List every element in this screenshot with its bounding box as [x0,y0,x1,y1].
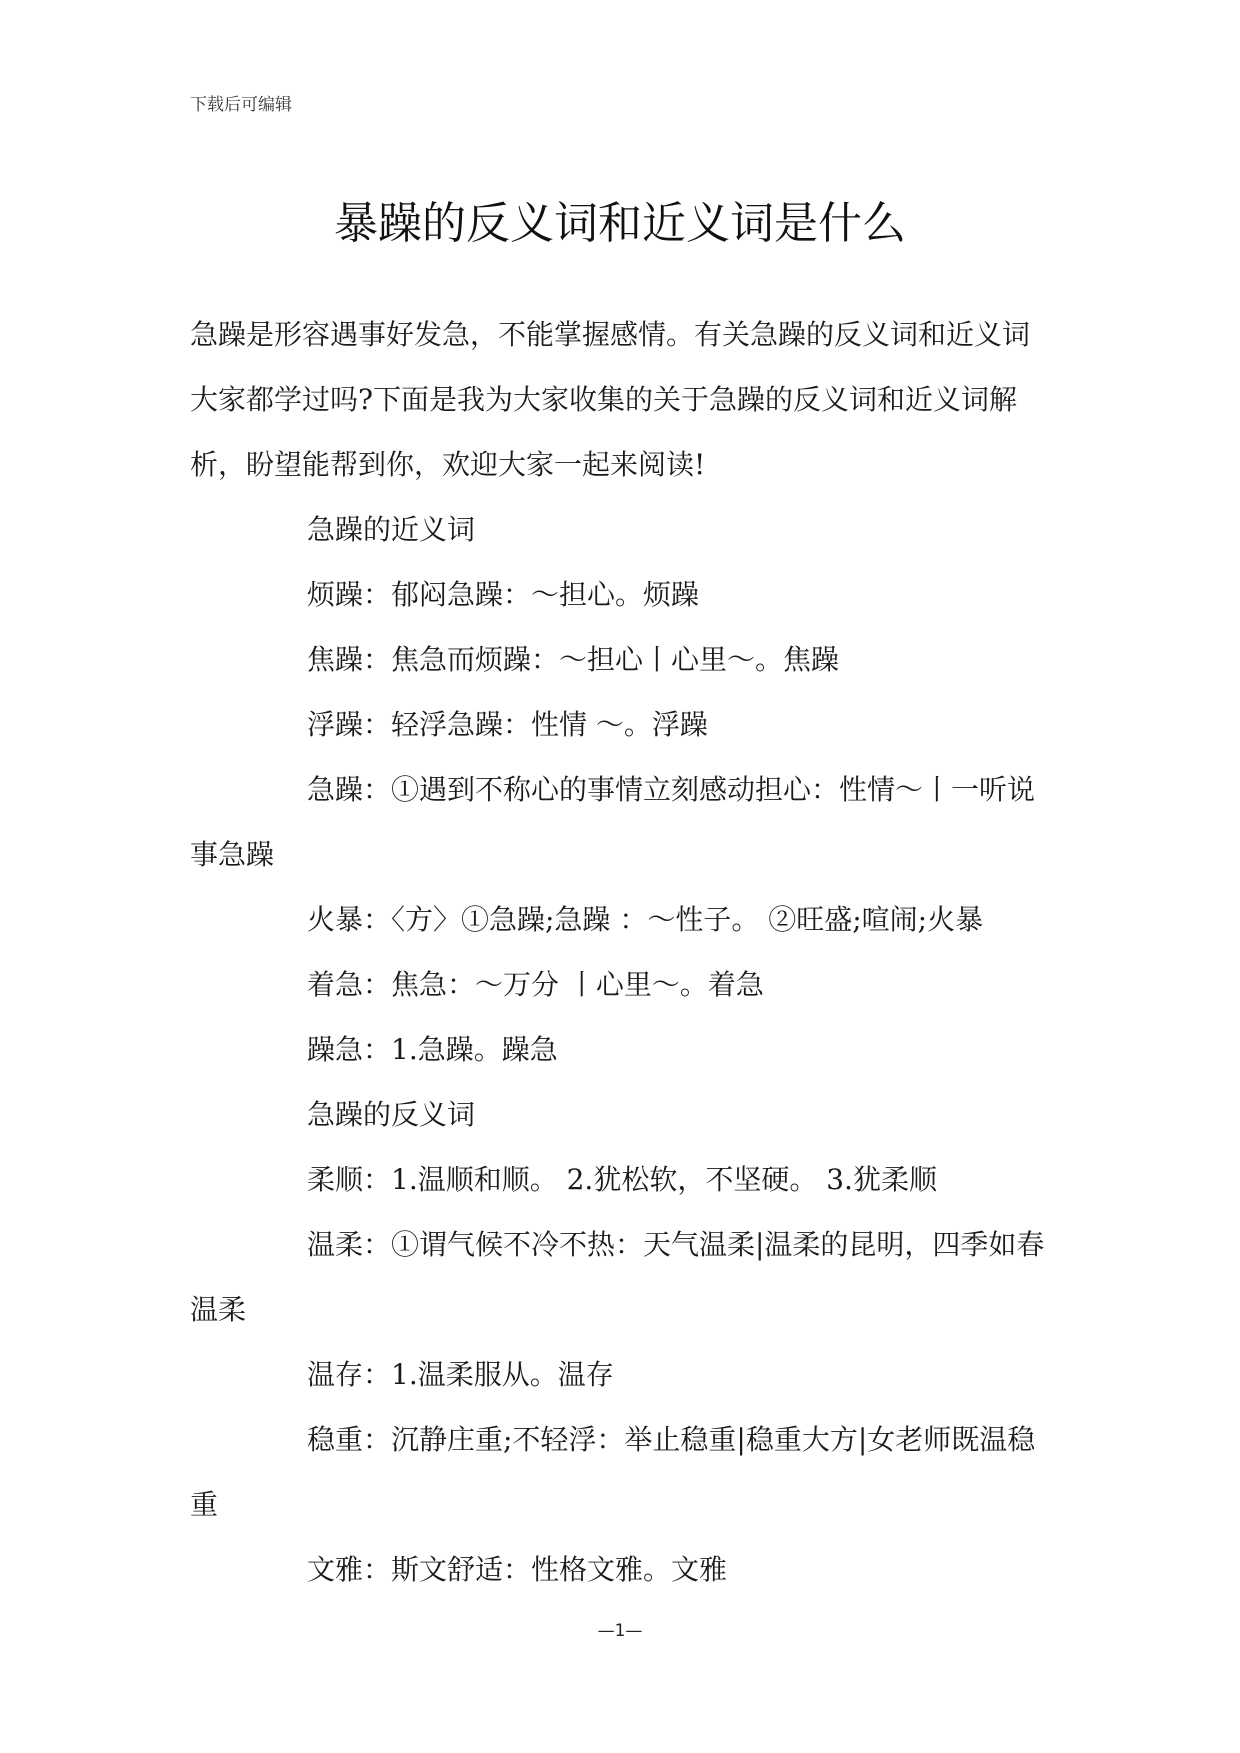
section-heading-synonyms: 急躁的近义词 [307,513,476,546]
entry-fuzao: 浮躁：轻浮急躁：性情 ～。浮躁 [307,708,708,741]
entry-jiaozao: 焦躁：焦急而烦躁：～担心丨心里～。焦躁 [307,643,840,676]
entry-wenya: 文雅：斯文舒适：性格文雅。文雅 [307,1553,728,1586]
entry-roushun: 柔顺：1.温顺和顺。 2.犹松软，不坚硬。 3.犹柔顺 [307,1163,937,1196]
entry-zhaoji: 着急：焦急：～万分 丨心里～。着急 [307,968,764,1001]
intro-paragraph: 急躁是形容遇事好发急，不能掌握感情。有关急躁的反义词和近义词大家都学过吗?下面是我为大家收集的关于急躁的反义词和近义词解析，盼望能帮到你，欢迎大家一起来阅读! [190,318,1031,481]
document-title: 暴躁的反义词和近义词是什么 [334,198,906,249]
header-note: 下载后可编辑 [190,95,292,115]
entry-wencun: 温存：1.温柔服从。温存 [307,1358,614,1391]
entry-jizao: 急躁：①遇到不称心的事情立刻感动担心：性情～丨一听说事急躁 [190,773,1036,871]
entry-wenrou: 温柔：①谓气候不冷不热：天气温柔|温柔的昆明，四季如春温柔 [190,1228,1045,1326]
entry-fanzao: 烦躁：郁闷急躁：～担心。烦躁 [307,578,700,611]
entry-zaoji: 躁急：1.急躁。躁急 [307,1033,558,1066]
entry-wenzhong: 稳重：沉静庄重;不轻浮：举止稳重|稳重大方|女老师既温稳重 [190,1423,1036,1521]
page-number: —1— [597,1621,643,1641]
document-body [190,302,1050,1602]
entry-huobao: 火暴：〈方〉①急躁;急躁 ：～性子。 ②旺盛;喧闹;火暴 [307,903,984,936]
section-heading-antonyms: 急躁的反义词 [307,1098,476,1131]
